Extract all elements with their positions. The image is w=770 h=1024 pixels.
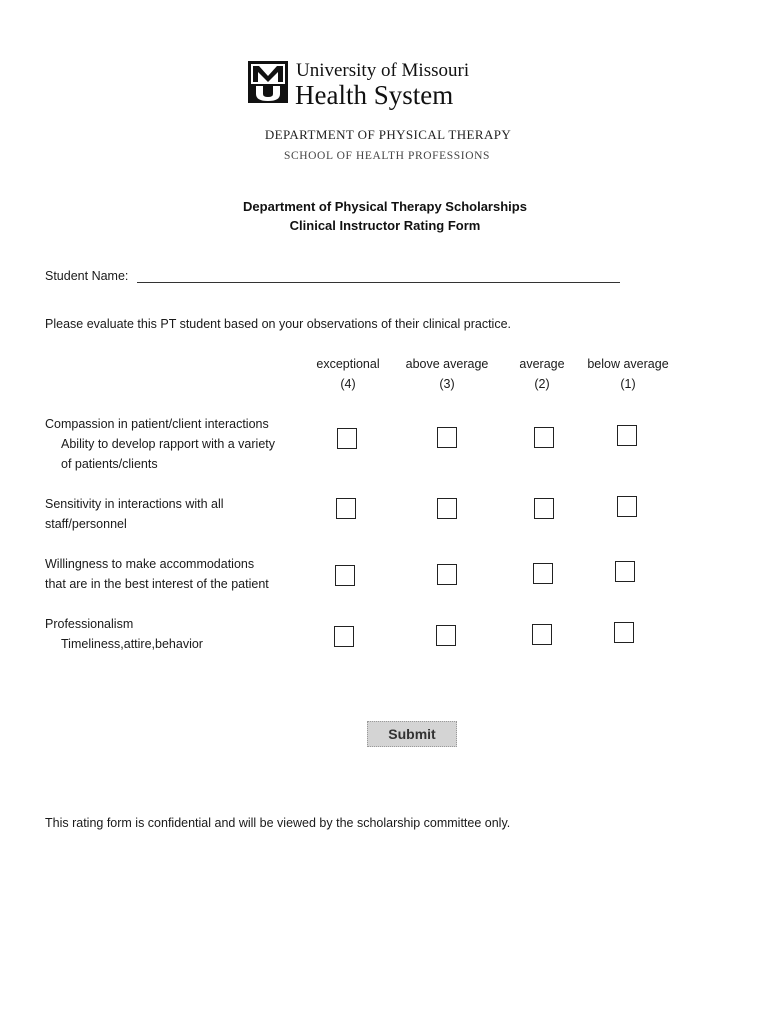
column-header-below-average bbox=[578, 354, 678, 394]
column-score: (1) bbox=[620, 377, 636, 391]
column-score: (4) bbox=[340, 377, 356, 391]
logo-university-text: University of Missouri bbox=[296, 60, 470, 81]
compassion-average-checkbox[interactable] bbox=[534, 427, 554, 448]
criterion-title: that are in the best interest of the patient bbox=[45, 577, 269, 591]
compassion-below-average-checkbox[interactable] bbox=[617, 425, 637, 446]
school-name: SCHOOL OF HEALTH PROFESSIONS bbox=[283, 150, 491, 162]
form-subtitle: Clinical Instructor Rating Form bbox=[289, 218, 481, 233]
criterion-detail: Ability to develop rapport with a variety bbox=[61, 437, 275, 451]
sensitivity-above-average-checkbox[interactable] bbox=[437, 498, 457, 519]
column-header-average bbox=[502, 354, 582, 394]
mu-logo-icon bbox=[248, 61, 288, 103]
column-label: exceptional bbox=[316, 357, 380, 371]
willingness-exceptional-checkbox[interactable] bbox=[335, 565, 355, 586]
column-label: above average bbox=[405, 357, 489, 371]
department-name: DEPARTMENT OF PHYSICAL THERAPY bbox=[264, 127, 512, 142]
criterion-title: Professionalism bbox=[45, 617, 134, 631]
compassion-exceptional-checkbox[interactable] bbox=[337, 428, 357, 449]
criterion-title: staff/personnel bbox=[45, 517, 127, 531]
form-title: Department of Physical Therapy Scholarships bbox=[243, 199, 527, 214]
student-name-field[interactable] bbox=[137, 282, 620, 283]
criterion-compassion bbox=[45, 414, 275, 474]
criterion-detail: Timeliness,attire,behavior bbox=[61, 637, 203, 651]
sensitivity-below-average-checkbox[interactable] bbox=[617, 496, 637, 517]
sensitivity-average-checkbox[interactable] bbox=[534, 498, 554, 519]
column-label: average bbox=[519, 357, 565, 371]
criterion-sensitivity bbox=[45, 494, 224, 534]
column-label: below average bbox=[587, 357, 669, 371]
criterion-title: Compassion in patient/client interactions bbox=[45, 417, 269, 431]
column-score: (3) bbox=[439, 377, 455, 391]
instructions-text: Please evaluate this PT student based on your observations of their clinical practice. bbox=[45, 317, 512, 331]
column-score: (2) bbox=[534, 377, 550, 391]
professionalism-exceptional-checkbox[interactable] bbox=[334, 626, 354, 647]
professionalism-average-checkbox[interactable] bbox=[532, 624, 552, 645]
willingness-below-average-checkbox[interactable] bbox=[615, 561, 635, 582]
criterion-willingness bbox=[45, 554, 269, 594]
willingness-average-checkbox[interactable] bbox=[533, 563, 553, 584]
confidentiality-note: This rating form is confidential and will be viewed by the scholarship committee only. bbox=[45, 816, 511, 830]
column-header-exceptional bbox=[298, 354, 398, 394]
student-name-label: Student Name: bbox=[45, 269, 129, 283]
logo-health-system-text: Health System bbox=[295, 80, 454, 110]
professionalism-above-average-checkbox[interactable] bbox=[436, 625, 456, 646]
sensitivity-exceptional-checkbox[interactable] bbox=[336, 498, 356, 519]
criterion-professionalism bbox=[45, 614, 203, 654]
column-header-above-average bbox=[397, 354, 497, 394]
criterion-detail: of patients/clients bbox=[61, 457, 158, 471]
criterion-title: Willingness to make accommodations bbox=[45, 557, 255, 571]
submit-button[interactable]: Submit bbox=[367, 721, 457, 747]
compassion-above-average-checkbox[interactable] bbox=[437, 427, 457, 448]
professionalism-below-average-checkbox[interactable] bbox=[614, 622, 634, 643]
criterion-title: Sensitivity in interactions with all bbox=[45, 497, 224, 511]
willingness-above-average-checkbox[interactable] bbox=[437, 564, 457, 585]
